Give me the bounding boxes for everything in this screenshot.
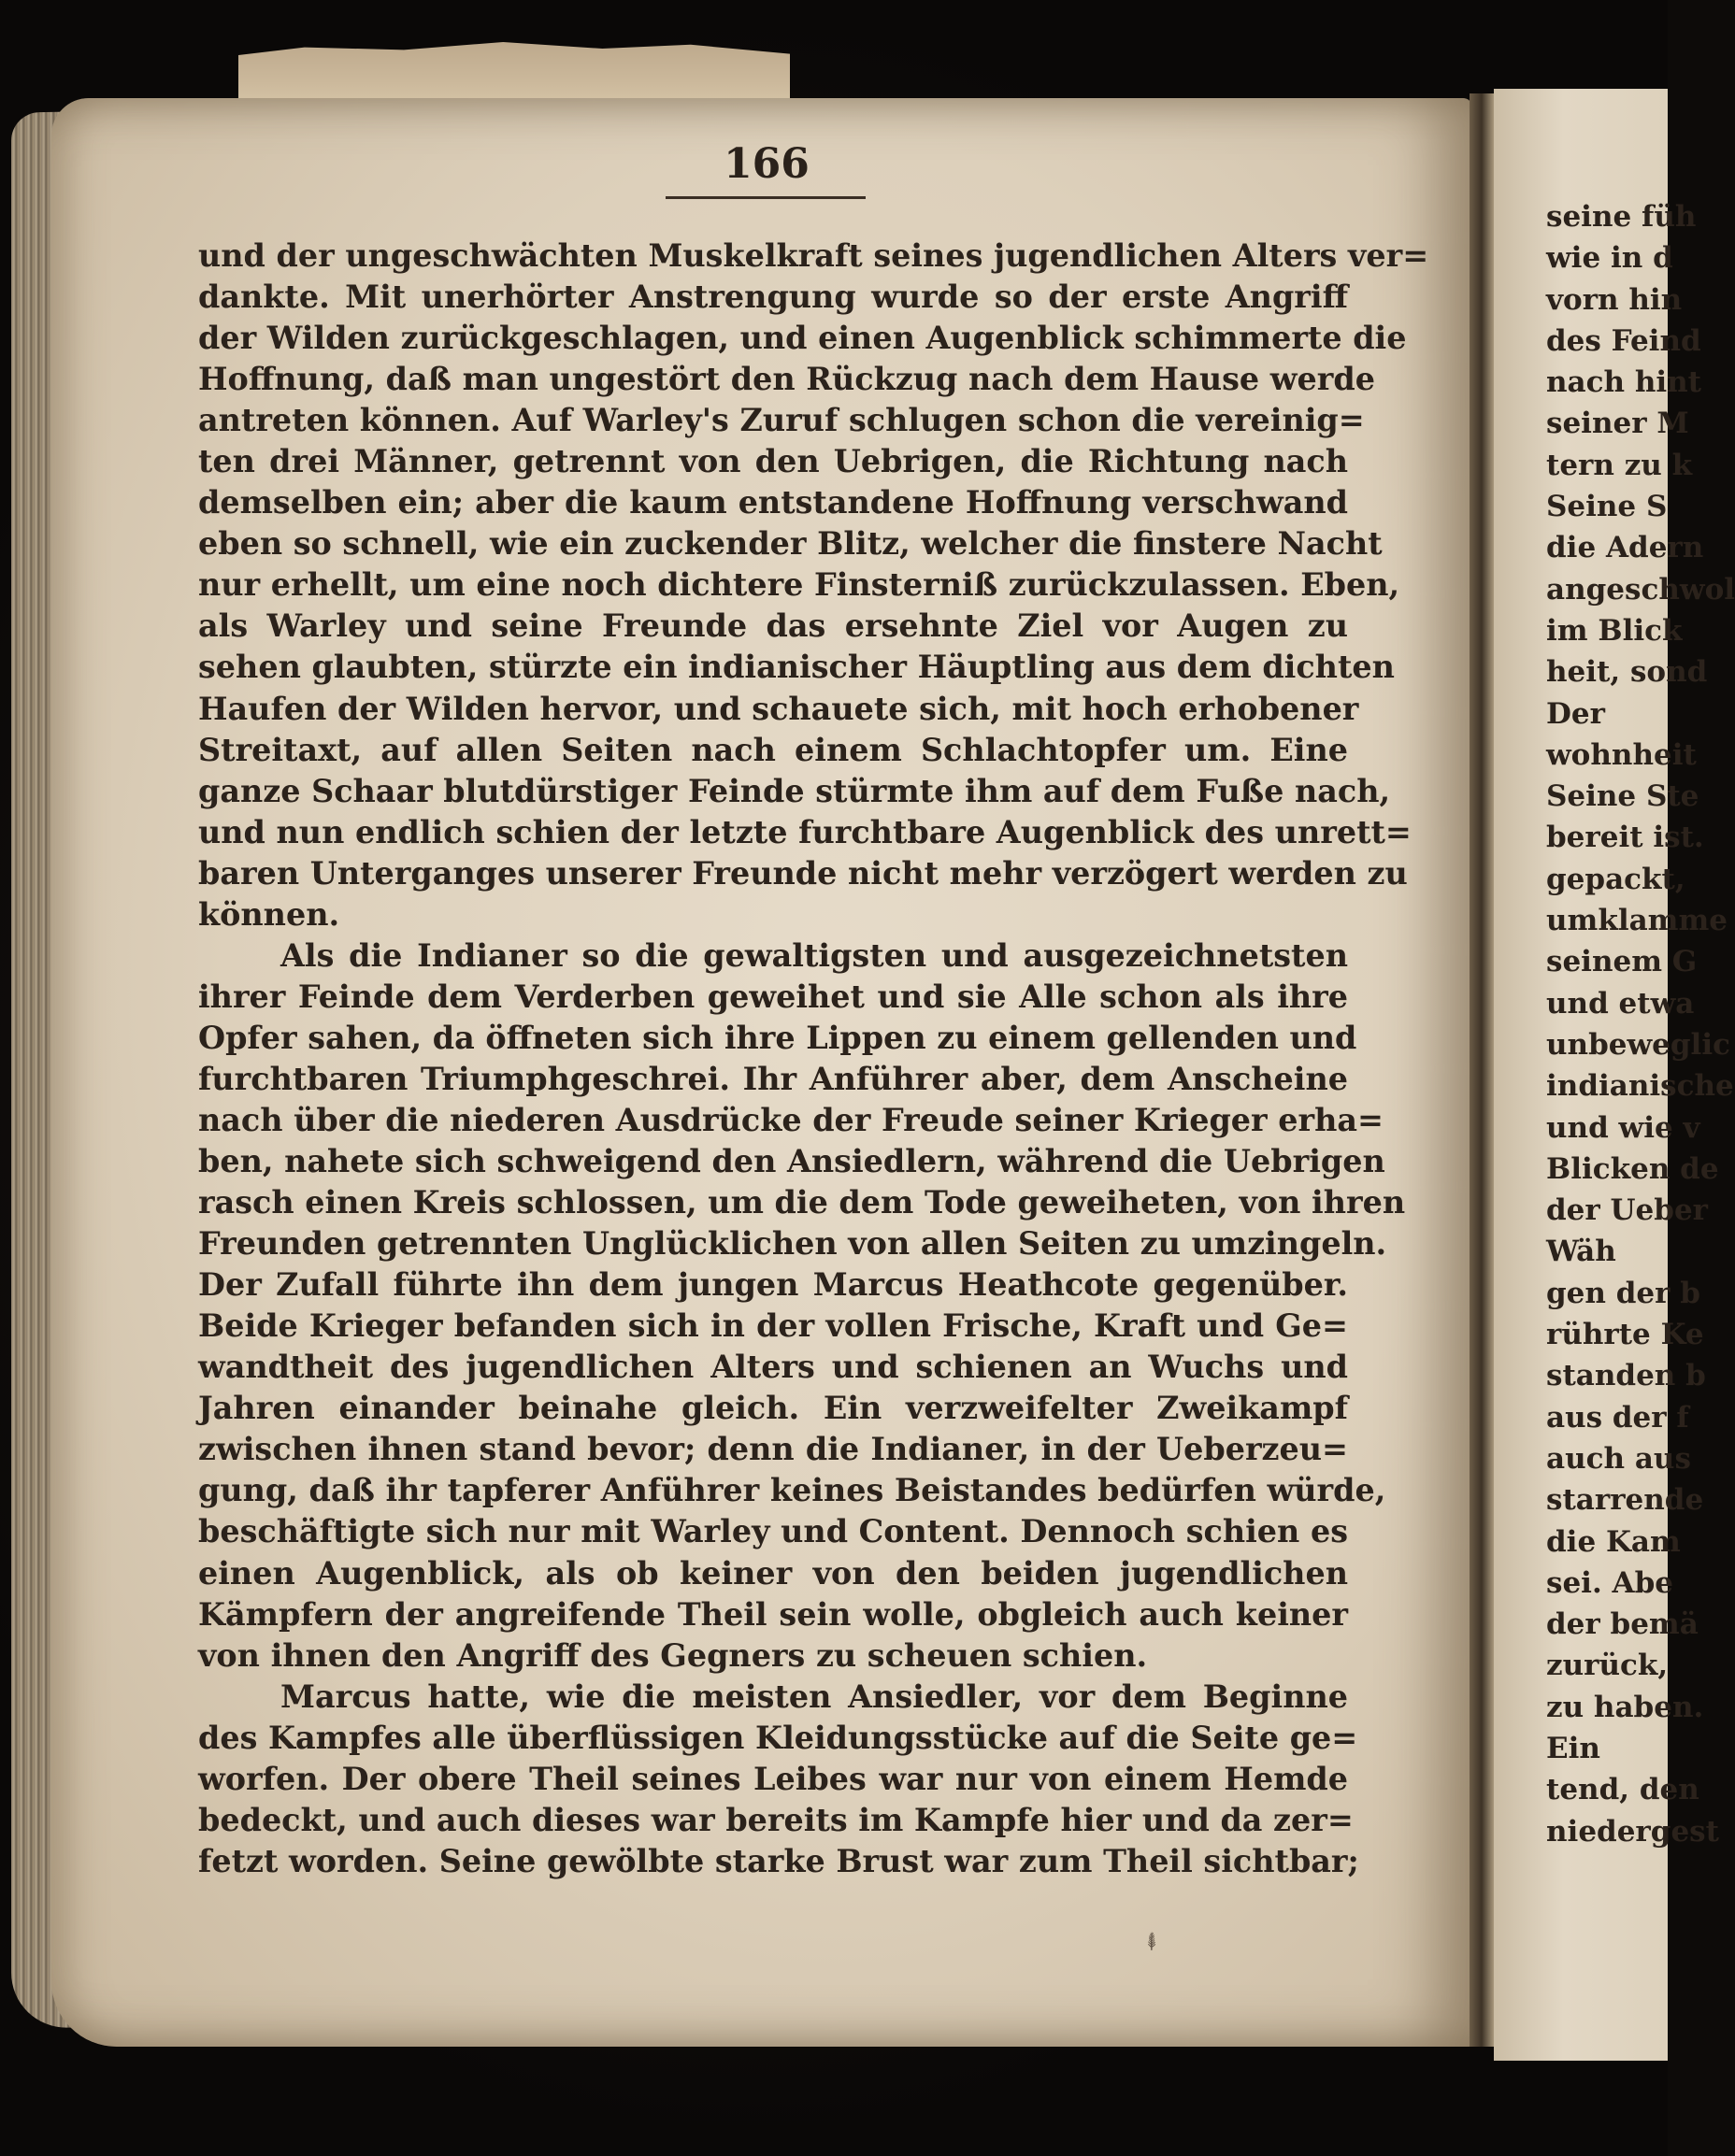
- text-line: angeschwol: [1546, 572, 1735, 607]
- text-line: nach hint: [1546, 365, 1702, 400]
- text-line: Freunden getrennten Unglücklichen von allen Seiten zu umzingeln.: [198, 1225, 1387, 1263]
- text-line: und nun endlich schien der letzte furchtbare Augenblick des unrett=: [198, 813, 1412, 850]
- header-rule: [666, 196, 866, 199]
- text-line: Seine S: [1546, 490, 1668, 524]
- text-line: bereit ist.: [1546, 821, 1704, 855]
- text-line: der bemä: [1546, 1607, 1699, 1642]
- paragraph-start: Marcus hatte, wie die meisten Ansiedler, vor dem Beginne: [280, 1678, 1348, 1715]
- text-line: Opfer sahen, da öffneten sich ihre Lippen zu einem gellenden und: [198, 1019, 1357, 1056]
- text-line: baren Unterganges unserer Freunde nicht mehr verzögert werden zu: [198, 854, 1408, 892]
- text-line: Kämpfern der angreifende Theil sein wolle, obgleich auch keiner: [198, 1595, 1348, 1633]
- text-line: einen Augenblick, als ob keiner von den beiden jugendlichen: [198, 1554, 1348, 1592]
- text-line: des Feind: [1546, 323, 1701, 358]
- text-line: sei. Abe: [1546, 1565, 1673, 1600]
- text-line: zu haben.: [1546, 1690, 1704, 1724]
- text-line: Der Zufall führte ihn dem jungen Marcus Heathcote gegenüber.: [198, 1266, 1348, 1304]
- text-line: wohnheit: [1546, 737, 1697, 772]
- text-line: als Warley und seine Freunde das ersehnte Ziel vor Augen zu: [198, 607, 1348, 645]
- text-line: demselben ein; aber die kaum entstandene Hoffnung verschwand: [198, 484, 1348, 521]
- text-line: ten drei Männer, getrennt von den Uebrigen, die Richtung nach: [198, 443, 1348, 480]
- text-line: umklamme: [1546, 904, 1728, 938]
- text-line: im Blick: [1546, 613, 1683, 648]
- page-number: 166: [724, 140, 810, 188]
- text-line: vorn hin: [1546, 282, 1683, 317]
- text-line: dankte. Mit unerhörter Anstrengung wurde so der erste Angriff: [198, 278, 1348, 316]
- text-line: wie in d: [1546, 241, 1673, 276]
- text-line: seiner M: [1546, 407, 1689, 441]
- text-line: tern zu k: [1546, 448, 1693, 482]
- text-line: und wie v: [1546, 1110, 1700, 1145]
- text-line: Blicken de: [1546, 1151, 1719, 1186]
- text-line: Wäh: [1546, 1235, 1616, 1269]
- right-page-text: [1546, 196, 1735, 1852]
- text-line: die Kam: [1546, 1524, 1681, 1559]
- text-line: tend, den: [1546, 1773, 1699, 1807]
- text-line: Jahren einander beinahe gleich. Ein verzweifelter Zweikampf: [198, 1390, 1348, 1427]
- text-line: Beide Krieger befanden sich in der vollen Frische, Kraft und Ge=: [198, 1307, 1348, 1345]
- text-line: und etwa: [1546, 986, 1695, 1021]
- text-line: fetzt worden. Seine gewölbte starke Brust war zum Theil sichtbar;: [198, 1842, 1359, 1879]
- text-line: Der: [1546, 696, 1605, 731]
- text-line: beschäftigte sich nur mit Warley und Content. Dennoch schien es: [198, 1513, 1348, 1550]
- text-line: antreten können. Auf Warley's Zuruf schlugen schon die vereinig=: [198, 402, 1365, 439]
- text-line: zurück,: [1546, 1649, 1669, 1683]
- text-line: Hoffnung, daß man ungestört den Rückzug nach dem Hause werde: [198, 361, 1375, 398]
- text-line: und der ungeschwächten Muskelkraft seines jugendlichen Alters ver=: [198, 237, 1429, 274]
- right-page-fragment: [1494, 89, 1735, 2061]
- text-line: Seine Ste: [1546, 779, 1699, 814]
- text-line: furchtbaren Triumphgeschrei. Ihr Anführer aber, dem Anscheine: [198, 1060, 1348, 1097]
- text-line: standen b: [1546, 1359, 1706, 1393]
- text-line: der Ueber: [1546, 1193, 1709, 1228]
- text-line: Ein: [1546, 1731, 1600, 1765]
- text-line: von ihnen den Angriff des Gegners zu scheuen schien.: [198, 1636, 1148, 1674]
- text-line: rasch einen Kreis schlossen, um die dem Tode geweiheten, von ihren: [198, 1184, 1406, 1221]
- text-line: auch aus: [1546, 1441, 1691, 1476]
- ink-smudge: ⸙: [1135, 1921, 1169, 1959]
- text-line: nur erhellt, um eine noch dichtere Finsterniß zurückzulassen. Eben,: [198, 566, 1400, 604]
- text-line: eben so schnell, wie ein zuckender Blitz, welcher die finstere Nacht: [198, 525, 1383, 563]
- text-line: seine füh: [1546, 200, 1697, 234]
- text-line: indianische: [1546, 1069, 1734, 1104]
- book-gutter: [1470, 93, 1494, 2047]
- text-line: ganze Schaar blutdürstiger Feinde stürmte ihm auf dem Fuße nach,: [198, 772, 1391, 809]
- text-line: unbeweglic: [1546, 1027, 1730, 1062]
- text-line: gen der b: [1546, 1276, 1700, 1310]
- text-line: ben, nahete sich schweigend den Ansiedlern, während die Uebrigen: [198, 1143, 1385, 1180]
- text-line: wandtheit des jugendlichen Alters und schienen an Wuchs und: [198, 1349, 1348, 1386]
- text-line: gung, daß ihr tapferer Anführer keines Beistandes bedürfen würde,: [198, 1472, 1386, 1509]
- body-text: [198, 236, 1429, 1882]
- text-line: des Kampfes alle überflüssigen Kleidungsstücke auf die Seite ge=: [198, 1719, 1358, 1756]
- paragraph-start: Als die Indianer so die gewaltigsten und ausgezeichnetsten: [280, 936, 1348, 974]
- text-line: niedergest: [1546, 1814, 1719, 1849]
- text-line: seinem G: [1546, 945, 1698, 979]
- text-line: gepackt,: [1546, 862, 1685, 896]
- text-line: rührte Ke: [1546, 1318, 1704, 1352]
- text-line: ihrer Feinde dem Verderben geweihet und sie Alle schon als ihre: [198, 978, 1348, 1015]
- text-line: worfen. Der obere Theil seines Leibes war nur von einem Hemde: [198, 1760, 1348, 1797]
- text-line: Haufen der Wilden hervor, und schauete sich, mit hoch erhobener: [198, 690, 1359, 727]
- text-line: zwischen ihnen stand bevor; denn die Indianer, in der Ueberzeu=: [198, 1431, 1348, 1468]
- text-line: aus der f: [1546, 1400, 1689, 1435]
- text-line: bedeckt, und auch dieses war bereits im Kampfe hier und da zer=: [198, 1801, 1354, 1838]
- text-line: Streitaxt, auf allen Seiten nach einem Schlachtopfer um. Eine: [198, 731, 1348, 768]
- text-line: nach über die niederen Ausdrücke der Freude seiner Krieger erha=: [198, 1101, 1384, 1138]
- text-line: der Wilden zurückgeschlagen, und einen Augenblick schimmerte die: [198, 320, 1407, 357]
- text-line: die Adern: [1546, 531, 1704, 565]
- text-line: heit, sond: [1546, 655, 1708, 690]
- text-line: sehen glaubten, stürzte ein indianischer Häuptling aus dem dichten: [198, 649, 1395, 686]
- text-line: starrende: [1546, 1483, 1704, 1518]
- text-line: können.: [198, 895, 340, 933]
